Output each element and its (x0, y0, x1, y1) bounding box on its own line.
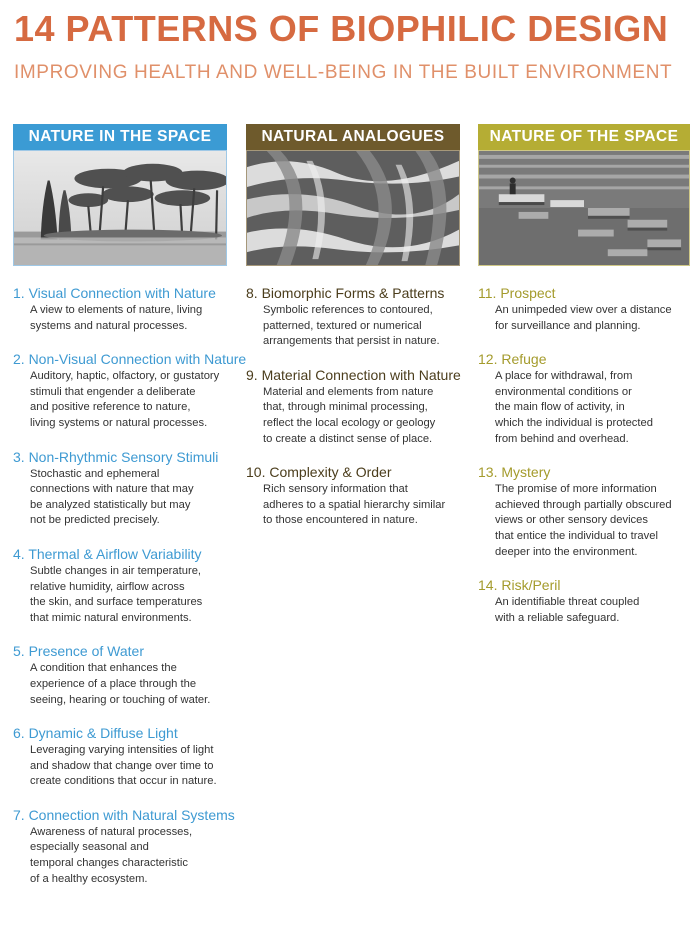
description-line: of a healthy ecosystem. (30, 872, 148, 885)
pattern-title: 6. Dynamic & Diffuse Light (13, 725, 178, 742)
pattern-title: 1. Visual Connection with Nature (13, 285, 216, 301)
pattern-item (478, 577, 690, 626)
description-line: Leveraging varying intensities of light (30, 744, 214, 757)
pattern-description (495, 482, 690, 560)
pattern-item (13, 643, 227, 708)
pattern-item (246, 285, 460, 350)
description-line: A condition that enhances the (30, 662, 177, 675)
description-line: seeing, hearing or touching of water. (30, 693, 211, 706)
description-line: experience of a place through the (30, 677, 197, 690)
column-nature-of-the-space (478, 124, 690, 643)
pattern-description (495, 303, 690, 334)
description-line: Stochastic and ephemeral (30, 467, 160, 480)
biomorphic-facade-photo (246, 150, 460, 266)
pattern-title: 9. Material Connection with Nature (246, 366, 461, 383)
description-line: relative humidity, airflow across (30, 580, 185, 593)
description-line: that mimic natural environments. (30, 611, 192, 624)
pattern-description (30, 743, 227, 790)
description-line: that entice the individual to travel (495, 529, 658, 542)
description-line: with a reliable safeguard. (495, 611, 620, 624)
description-line: systems and natural processes. (30, 319, 188, 332)
pattern-title: 2. Non-Visual Connection with Nature (13, 351, 247, 368)
description-line: patterned, textured or numerical (263, 319, 422, 332)
column-header: NATURE IN THE SPACE (13, 124, 227, 150)
pattern-title: 11. Prospect (478, 285, 556, 301)
pattern-title: 10. Complexity & Order (246, 464, 392, 481)
description-line: environmental conditions or (495, 385, 632, 398)
description-line: A place for withdrawal, from (495, 370, 633, 383)
description-line: connections with nature that may (30, 483, 194, 496)
pattern-item (478, 464, 690, 560)
description-line: Material and elements from nature (263, 385, 434, 398)
description-line: to those encountered in nature. (263, 514, 418, 527)
description-line: Auditory, haptic, olfactory, or gustatory (30, 370, 220, 383)
description-line: Symbolic references to contoured, (263, 304, 433, 316)
pattern-description (30, 467, 227, 529)
description-line: An identifiable threat coupled (495, 596, 640, 609)
pattern-title: 7. Connection with Natural Systems (13, 806, 235, 823)
description-line: achieved through partially obscured (495, 498, 672, 511)
page-title: 14 PATTERNS OF BIOPHILIC DESIGN (14, 8, 669, 49)
description-line: adheres to a spatial hierarchy similar (263, 498, 446, 511)
column-header: NATURE OF THE SPACE (478, 124, 690, 150)
description-line: and positive reference to nature, (30, 401, 191, 414)
park-trees-photo (13, 150, 227, 266)
pattern-item (13, 285, 227, 334)
pattern-item (478, 285, 690, 334)
pattern-item (13, 546, 227, 626)
description-line: arrangements that persist in nature. (263, 335, 440, 348)
pattern-description (30, 661, 227, 708)
description-line: be analyzed statistically but may (30, 498, 191, 511)
pattern-description (263, 482, 460, 529)
pattern-list (246, 285, 460, 529)
pattern-title: 3. Non-Rhythmic Sensory Stimuli (13, 448, 219, 465)
pattern-description (263, 385, 460, 447)
pattern-title: 4. Thermal & Airflow Variability (13, 545, 202, 562)
pattern-title: 5. Presence of Water (13, 643, 144, 660)
description-line: Awareness of natural processes, (30, 825, 193, 838)
description-line: from behind and overhead. (495, 432, 629, 445)
pattern-item (246, 464, 460, 529)
pattern-item (246, 367, 460, 447)
pattern-item (478, 351, 690, 447)
pattern-item (13, 725, 227, 790)
pattern-description (30, 303, 227, 334)
pattern-description (495, 595, 690, 626)
description-line: to create a distinct sense of place. (263, 432, 433, 445)
description-line: Subtle changes in air temperature, (30, 564, 202, 577)
description-line: and shadow that change over time to (30, 759, 214, 772)
description-line: deeper into the environment. (495, 545, 638, 558)
column-natural-analogues (246, 124, 460, 546)
pattern-title: 8. Biomorphic Forms & Patterns (246, 285, 445, 301)
pattern-description (30, 369, 227, 431)
description-line: reflect the local ecology or geology (263, 416, 436, 429)
description-line: especially seasonal and (30, 841, 149, 854)
description-line: that, through minimal processing, (263, 401, 428, 414)
description-line: for surveillance and planning. (495, 319, 641, 332)
description-line: The promise of more information (495, 483, 657, 496)
pattern-description (30, 825, 227, 887)
description-line: living systems or natural processes. (30, 416, 208, 429)
column-header: NATURAL ANALOGUES (246, 124, 460, 150)
pattern-description (263, 303, 460, 350)
pattern-list (478, 285, 690, 626)
description-line: create conditions that occur in nature. (30, 775, 217, 788)
description-line: the main flow of activity, in (495, 401, 625, 414)
description-line: A view to elements of nature, living (30, 304, 203, 316)
pattern-description (495, 369, 690, 447)
pattern-title: 13. Mystery (478, 464, 551, 481)
description-line: which the individual is protected (495, 416, 653, 429)
stepping-stones-water-photo (478, 150, 690, 266)
page-subtitle: IMPROVING HEALTH AND WELL-BEING IN THE BUILT ENVIRONMENT (14, 62, 673, 83)
pattern-title: 12. Refuge (478, 351, 547, 368)
description-line: the skin, and surface temperatures (30, 596, 203, 609)
description-line: An unimpeded view over a distance (495, 304, 672, 316)
pattern-item (13, 449, 227, 529)
pattern-title: 14. Risk/Peril (478, 577, 561, 594)
description-line: views or other sensory devices (495, 514, 648, 527)
description-line: stimuli that engender a deliberate (30, 385, 196, 398)
description-line: Rich sensory information that (263, 483, 408, 496)
pattern-item (13, 806, 235, 887)
column-nature-in-the-space (13, 124, 247, 904)
description-line: not be predicted precisely. (30, 514, 160, 527)
pattern-description (30, 564, 227, 626)
description-line: temporal changes characteristic (30, 857, 188, 870)
pattern-item (13, 351, 247, 431)
pattern-list (13, 285, 247, 887)
